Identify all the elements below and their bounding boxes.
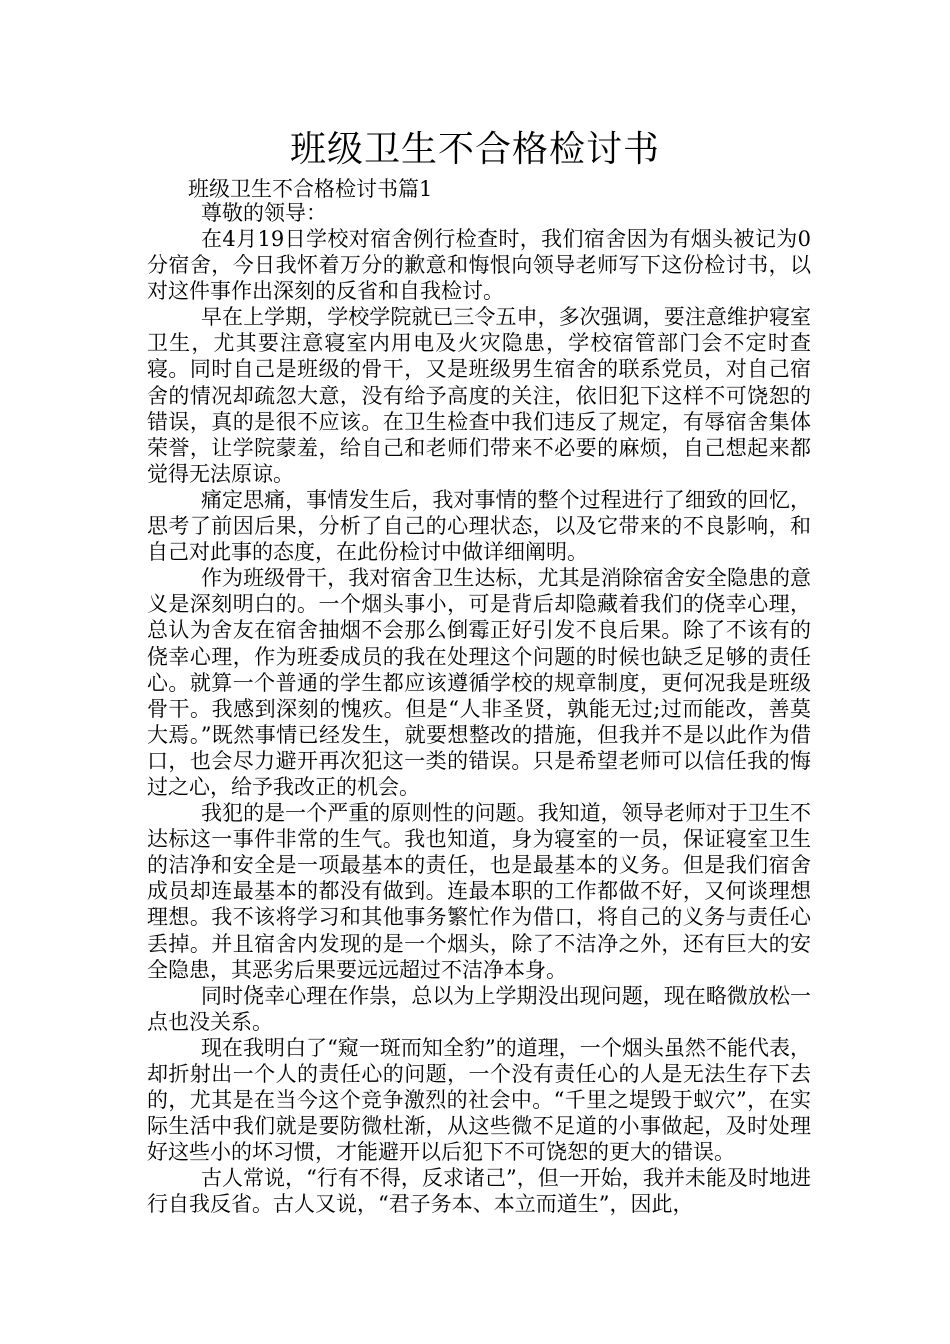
paragraph: 在4月19日学校对宿舍例行检查时，我们宿舍因为有烟头被记为0分宿舍，今日我怀着万分的歉意和悔恨向领导老师写下这份检讨书，以对这件事作出深刻的反省和自我检讨。 xyxy=(147,227,811,304)
paragraph: 现在我明白了“窥一斑而知全豹”的道理，一个烟头虽然不能代表，却折射出一个人的责任心的问题，一个没有责任心的人是无法生存下去的，尤其是在当今这个竞争激烈的社会中。“千里之堤毁于蚁穴”，在实际生活中我们就是要防微杜渐，从这些微不足道的小事做起，及时处理好这些小的坏习惯，才能避开以后犯下不可饶恕的更大的错误。 xyxy=(147,1035,811,1165)
paragraph: 作为班级骨干，我对宿舍卫生达标，尤其是消除宿舍安全隐患的意义是深刻明白的。一个烟头事小，可是背后却隐藏着我们的侥幸心理，总认为舍友在宿舍抽烟不会那么倒霉正好引发不良后果。除了不该有的侥幸心理，作为班委成员的我在处理这个问题的时候也缺乏足够的责任心。就算一个普通的学生都应该遵循学校的规章制度，更何况我是班级骨干。我感到深刻的愧疚。但是“人非圣贤，孰能无过;过而能改，善莫大焉。”既然事情已经发生，就要想整改的措施，但我并不是以此作为借口，也会尽力避开再次犯这一类的错误。只是希望老师可以信任我的悔过之心，给予我改正的机会。 xyxy=(147,566,811,799)
document-subtitle: 班级卫生不合格检讨书篇1 xyxy=(188,177,433,201)
paragraph: 古人常说，“行有不得，反求诸己”，但一开始，我并未能及时地进行自我反省。古人又说，“君子务本、本立而道生”，因此， xyxy=(147,1166,811,1217)
paragraph: 早在上学期，学校学院就已三令五申，多次强调，要注意维护寝室卫生，尤其要注意寝室内用电及火灾隐患，学校宿管部门会不定时查寝。同时自己是班级的骨干，又是班级男生宿舍的联系党员，对自己宿舍的情况却疏忽大意，没有给予高度的关注，依旧犯下这样不可饶恕的错误，真的是很不应该。在卫生检查中我们违反了规定，有辱宿舍集体荣誉，让学院蒙羞，给自己和老师们带来不必要的麻烦，自己想起来都觉得无法原谅。 xyxy=(147,305,811,486)
paragraph: 痛定思痛，事情发生后，我对事情的整个过程进行了细致的回忆，思考了前因后果，分析了自己的心理状态，以及它带来的不良影响，和自己对此事的态度，在此份检讨中做详细阐明。 xyxy=(147,487,811,565)
salutation: 尊敬的领导： xyxy=(201,201,327,225)
document-title: 班级卫生不合格检讨书 xyxy=(289,129,660,170)
paragraph: 我犯的是一个严重的原则性的问题。我知道，领导老师对于卫生不达标这一事件非常的生气。我也知道，身为寝室的一员，保证寝室卫生的洁净和安全是一项最基本的责任，也是最基本的义务。但是我们宿舍成员却连最基本的都没有做到。连最本职的工作都做不好，又何谈理想理想。我不该将学习和其他事务繁忙作为借口，将自己的义务与责任心丢掉。并且宿舍内发现的是一个烟头，除了不洁净之外，还有巨大的安全隐患，其恶劣后果要远远超过不洁净本身。 xyxy=(147,801,811,982)
paragraph: 同时侥幸心理在作祟，总以为上学期没出现问题，现在略微放松一点也没关系。 xyxy=(147,983,811,1034)
document-body xyxy=(147,226,811,1218)
